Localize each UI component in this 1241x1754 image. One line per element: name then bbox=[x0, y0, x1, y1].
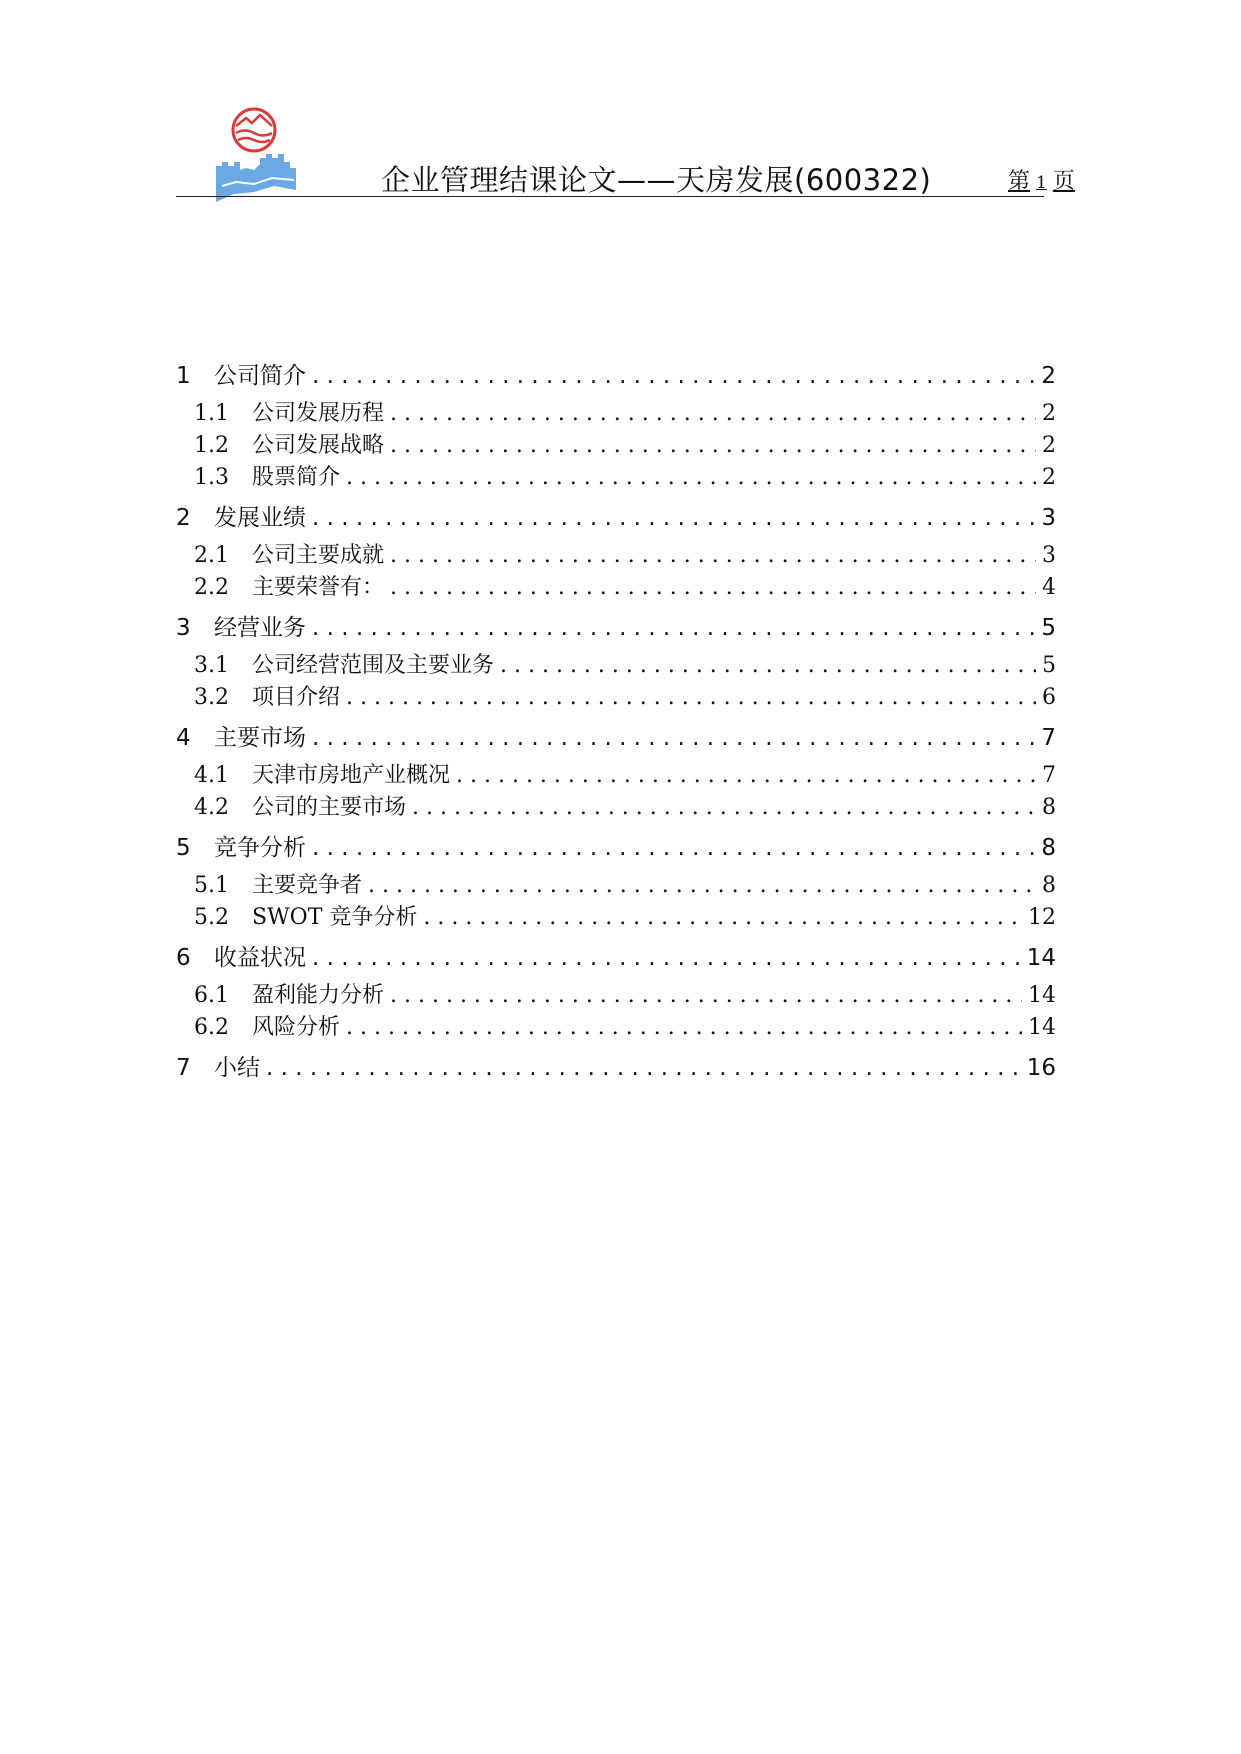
toc-entry-number: 5 bbox=[176, 835, 191, 861]
toc-dot-leader bbox=[423, 902, 1022, 934]
toc-dot-leader bbox=[312, 498, 1035, 538]
toc-chapter-entry[interactable] bbox=[176, 718, 1056, 758]
toc-entry-number: 2 bbox=[176, 505, 191, 531]
page-header bbox=[176, 100, 1096, 200]
toc-section-entry[interactable] bbox=[176, 760, 1056, 792]
toc-entry-title: 股票简介 bbox=[252, 465, 341, 490]
toc-entry-title: SWOT 竞争分析 bbox=[252, 905, 418, 930]
toc-entry-page: 14 bbox=[1028, 983, 1056, 1008]
toc-entry-title: 公司简介 bbox=[214, 363, 306, 389]
toc-dot-leader bbox=[500, 650, 1036, 682]
toc-section-entry[interactable] bbox=[176, 902, 1056, 934]
toc-entry-page: 16 bbox=[1026, 1055, 1056, 1081]
toc-section-entry[interactable] bbox=[176, 870, 1056, 902]
toc-entry-page: 6 bbox=[1042, 685, 1056, 710]
toc-entry-page: 8 bbox=[1042, 795, 1056, 820]
toc-entry-number: 4.1 bbox=[194, 763, 229, 788]
toc-section-entry[interactable] bbox=[176, 682, 1056, 714]
toc-entry-page: 4 bbox=[1042, 575, 1056, 600]
toc-entry-page: 5 bbox=[1042, 653, 1056, 678]
toc-entry-number: 7 bbox=[176, 1055, 191, 1081]
toc-dot-leader bbox=[346, 682, 1036, 714]
toc-section-entry[interactable] bbox=[176, 650, 1056, 682]
company-logo-icon bbox=[214, 106, 296, 202]
toc-section-entry[interactable] bbox=[176, 540, 1056, 572]
toc-entry-page: 3 bbox=[1041, 505, 1056, 531]
toc-entry-number: 3 bbox=[176, 615, 191, 641]
toc-entry-title: 主要荣誉有： bbox=[252, 575, 385, 600]
toc-dot-leader bbox=[390, 430, 1036, 462]
toc-entry-number: 6.1 bbox=[194, 983, 229, 1008]
toc-entry-number: 1 bbox=[176, 363, 191, 389]
toc-section-entry[interactable] bbox=[176, 398, 1056, 430]
toc-chapter-entry[interactable] bbox=[176, 1048, 1056, 1088]
toc-entry-title: 盈利能力分析 bbox=[252, 983, 385, 1008]
toc-entry-page: 5 bbox=[1041, 615, 1056, 641]
toc-entry-number: 4.2 bbox=[194, 795, 229, 820]
toc-entry-title: 主要市场 bbox=[214, 725, 306, 751]
toc-entry-title: 收益状况 bbox=[214, 945, 306, 971]
toc-dot-leader bbox=[390, 572, 1036, 604]
table-of-contents bbox=[176, 354, 1056, 1088]
page-number-suffix: 页 bbox=[1052, 169, 1075, 194]
toc-entry-page: 2 bbox=[1042, 433, 1056, 458]
toc-entry-title: 公司的主要市场 bbox=[252, 795, 407, 820]
toc-chapter-entry[interactable] bbox=[176, 938, 1056, 978]
toc-entry-number: 5.2 bbox=[194, 905, 229, 930]
toc-entry-page: 8 bbox=[1041, 835, 1056, 861]
page-number-prefix: 第 bbox=[1008, 169, 1031, 194]
toc-dot-leader bbox=[266, 1048, 1021, 1088]
page-number bbox=[1008, 168, 1098, 198]
toc-entry-page: 7 bbox=[1042, 763, 1056, 788]
toc-chapter-entry[interactable] bbox=[176, 828, 1056, 868]
toc-entry-title: 公司主要成就 bbox=[252, 543, 385, 568]
toc-section-entry[interactable] bbox=[176, 462, 1056, 494]
toc-dot-leader bbox=[390, 540, 1036, 572]
toc-entry-title: 主要竞争者 bbox=[252, 873, 363, 898]
toc-entry-page: 12 bbox=[1028, 905, 1056, 930]
toc-entry-number: 2.2 bbox=[194, 575, 229, 600]
toc-entry-number: 3.1 bbox=[194, 653, 229, 678]
toc-section-entry[interactable] bbox=[176, 980, 1056, 1012]
toc-dot-leader bbox=[312, 938, 1021, 978]
toc-dot-leader bbox=[312, 718, 1035, 758]
toc-entry-number: 6 bbox=[176, 945, 191, 971]
toc-section-entry[interactable] bbox=[176, 430, 1056, 462]
toc-entry-number: 6.2 bbox=[194, 1015, 229, 1040]
toc-entry-number: 3.2 bbox=[194, 685, 229, 710]
toc-entry-title: 经营业务 bbox=[214, 615, 306, 641]
toc-entry-number: 2.1 bbox=[194, 543, 229, 568]
toc-entry-number: 5.1 bbox=[194, 873, 229, 898]
page-number-value: 1 bbox=[1036, 173, 1047, 193]
toc-entry-title: 项目介绍 bbox=[252, 685, 341, 710]
toc-chapter-entry[interactable] bbox=[176, 356, 1056, 396]
toc-entry-page: 2 bbox=[1041, 363, 1056, 389]
toc-dot-leader bbox=[312, 828, 1035, 868]
toc-entry-title: 天津市房地产业概况 bbox=[252, 763, 451, 788]
page-header-title: 企业管理结课论文——天房发展(600322) bbox=[381, 163, 932, 197]
toc-entry-number: 1.2 bbox=[194, 433, 229, 458]
toc-dot-leader bbox=[412, 792, 1036, 824]
toc-dot-leader bbox=[456, 760, 1036, 792]
toc-entry-title: 竞争分析 bbox=[214, 835, 306, 861]
toc-entry-page: 7 bbox=[1041, 725, 1056, 751]
toc-entry-title: 小结 bbox=[214, 1055, 260, 1081]
toc-entry-title: 公司发展历程 bbox=[252, 401, 385, 426]
toc-entry-page: 2 bbox=[1042, 465, 1056, 490]
toc-dot-leader bbox=[346, 1012, 1022, 1044]
toc-dot-leader bbox=[312, 608, 1035, 648]
toc-entry-number: 1.1 bbox=[194, 401, 229, 426]
toc-entry-title: 风险分析 bbox=[252, 1015, 341, 1040]
toc-chapter-entry[interactable] bbox=[176, 608, 1056, 648]
toc-dot-leader bbox=[390, 980, 1022, 1012]
toc-section-entry[interactable] bbox=[176, 792, 1056, 824]
toc-section-entry[interactable] bbox=[176, 1012, 1056, 1044]
toc-dot-leader bbox=[368, 870, 1036, 902]
toc-entry-number: 4 bbox=[176, 725, 191, 751]
toc-entry-title: 发展业绩 bbox=[214, 505, 306, 531]
toc-dot-leader bbox=[312, 356, 1035, 396]
toc-dot-leader bbox=[390, 398, 1036, 430]
toc-entry-page: 2 bbox=[1042, 401, 1056, 426]
toc-dot-leader bbox=[346, 462, 1036, 494]
toc-entry-title: 公司经营范围及主要业务 bbox=[252, 653, 495, 678]
header-divider bbox=[176, 196, 1044, 197]
toc-entry-page: 3 bbox=[1042, 543, 1056, 568]
toc-chapter-entry[interactable] bbox=[176, 498, 1056, 538]
toc-entry-page: 14 bbox=[1026, 945, 1056, 971]
toc-entry-page: 8 bbox=[1042, 873, 1056, 898]
toc-entry-title: 公司发展战略 bbox=[252, 433, 385, 458]
toc-section-entry[interactable] bbox=[176, 572, 1056, 604]
toc-entry-number: 1.3 bbox=[194, 465, 229, 490]
toc-entry-page: 14 bbox=[1028, 1015, 1056, 1040]
